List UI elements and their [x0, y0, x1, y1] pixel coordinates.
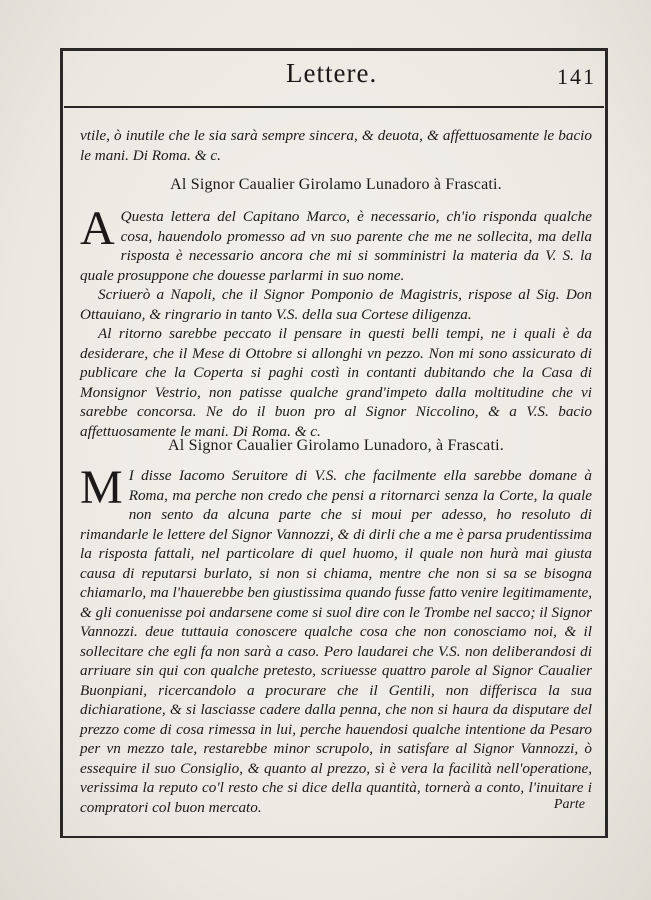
paragraph-text: I disse Iacomo Seruitore di V.S. che facilmente ella sarebbe domane à Roma, ma perche non credo che pensi a ritornarci senza la Corte, la quale non sento da alcuna parte che si moui per adesso, ho resoluto di rimandarle le lettere del Signor Vannozzi, & di dirli che a me è parsa prudentissima la risposta fattali, nel particolare di quel huomo, il quale non hurà mai giusta causa di reputarsi burlato, si non si chiama, mentre che non si sa se bisogna chiamarlo, ma l'hauerebbe ben giustissima quando fusse fatto venire legitimamente, & gli conuenisse poi andarsene come si suol dire con le Trombe nel sacco; il Signor Vannozzi. deue tuttauia conoscere qualche cosa che non conosciamo noi, & il sollecitare che egli fa non sarà a caso. Pero laudarei che V.S. non deliberandosi di arriuare sin qui con qualche pretesto, scriuesse quattro parole al Signor Caualier Buonpiani, ricercandolo a procurare che il Gentili, non differisca la sua dichiaratione, & si lasciasse cadere dalla penna, che non si haura da disputare del prezzo come di cosa rimessa in lui, perche hauendosi qualche intentione da Pesaro per vn mezzo tale, restarebbe minor scrupolo, in satisfare al Signor Vannozzi, ò essequire il suo Consiglio, & quanto al prezzo, sì è vera la facilità nell'operatione, verissima la reputo co'l resto che si dice della quantità, tornerà a conto, l'inuitare i compratori col buon mercato.	[80, 467, 592, 816]
catchword: Parte	[553, 797, 585, 812]
continued-paragraph: vtile, ò inutile che le sia sarà sempre sincera, & deuota, & affettuosamente le bacio le mani. Di Roma. & c.	[80, 127, 592, 164]
letter-heading-1: Al Signor Caualier Girolamo Lunadoro à Frascati.	[170, 176, 502, 193]
running-title: Lettere.	[286, 58, 378, 88]
drop-cap: A	[80, 202, 115, 255]
letter-paragraph	[80, 461, 592, 817]
page-number: 141	[557, 64, 596, 89]
letter-paragraph: Scriuerò a Napoli, che il Signor Pomponio de Magistris, rispose al Sig. Don Ottauiano, & ringrario in tanto V.S. della sua Cortese diligenza.	[80, 286, 592, 323]
letter-body-2	[80, 461, 592, 817]
letter-paragraph: Al ritorno sarebbe peccato il pensare in questi belli tempi, ne i quali è da desiderare, che il Mese di Ottobre si allonghi vn pezzo. Non mi sono assicurato di publicare che la Coperta si paghi costì in contanti dubitando che la Casa di Monsignor Vestrio, non patisse qualche grand'impeto dalla moltitudine che vi sarebbe concorsa. Ne do il buon pro al Signor Niccolino, & a V.S. bacio affettuosamente le mani. Di Roma. & c.	[80, 325, 592, 440]
letter-heading-2: Al Signor Caualier Girolamo Lunadoro, à Frascati.	[168, 437, 504, 454]
continued-text	[80, 126, 592, 165]
letter-paragraph	[80, 202, 592, 285]
page-header	[64, 54, 604, 108]
letter-body-1	[80, 202, 592, 441]
paragraph-text: Questa lettera del Capitano Marco, è necessario, ch'io risponda qualche cosa, hauendolo promesso ad vn suo parente che me ne sollecita, ma della risposta è necessario ancora che mi si somministri la materia da V. S. la quale prosuppone che douesse parlarmi in suo nome.	[80, 208, 592, 284]
drop-cap: M	[80, 461, 123, 514]
